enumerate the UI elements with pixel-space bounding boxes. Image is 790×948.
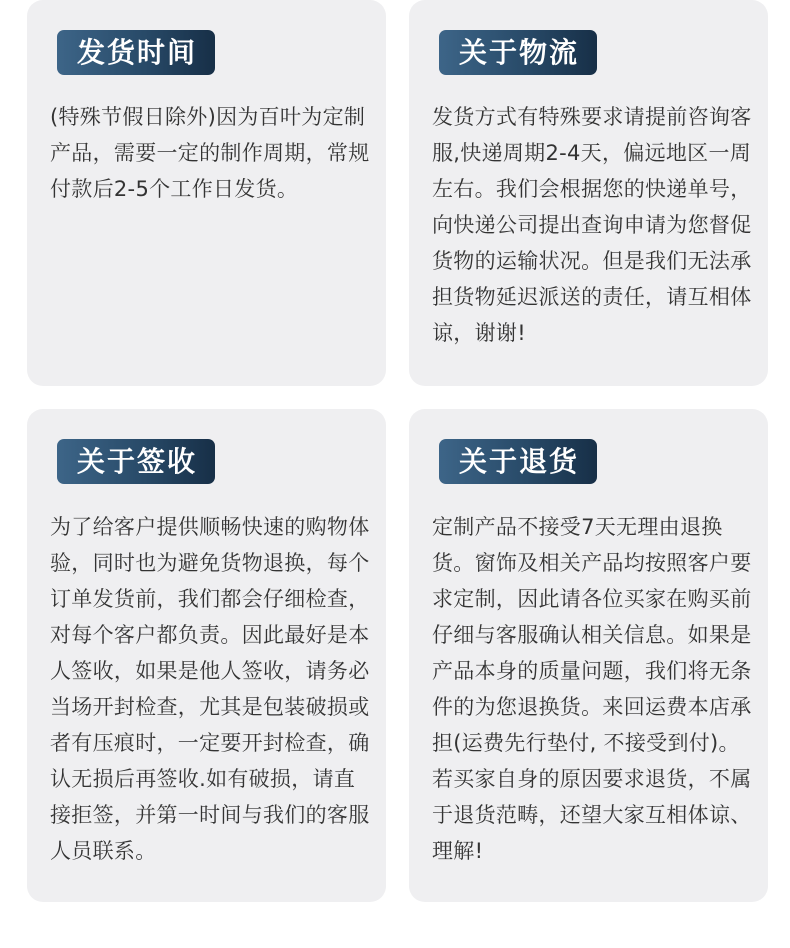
receipt-card: [27, 409, 386, 902]
card-title: 关于退货: [439, 439, 597, 484]
returns-card: [409, 409, 768, 902]
card-title: 关于物流: [439, 30, 597, 75]
card-title: 发货时间: [57, 30, 215, 75]
logistics-card: [409, 0, 768, 386]
card-text: (特殊节假日除外)因为百叶为定制产品，需要一定的制作周期，常规付款后2-5个工作日发货。: [50, 105, 370, 201]
card-text: 发货方式有特殊要求请提前咨询客服,快递周期2-4天，偏远地区一周左右。我们会根据您的快递单号，向快递公司提出查询申请为您督促货物的运输状况。但是我们无法承担货物延迟派送的责任，请互相体谅，谢谢!: [432, 105, 752, 345]
card-text: 定制产品不接受7天无理由退换货。窗饰及相关产品均按照客户要求定制，因此请各位买家在购买前仔细与客服确认相关信息。如果是产品本身的质量问题，我们将无条件的为您退换货。来回运费本店承担(运费先行垫付, 不接受到付)。若买家自身的原因要求退货，不属于退货范畴，还望大家互相体谅、理解!: [432, 515, 752, 863]
card-text: 为了给客户提供顺畅快速的购物体验，同时也为避免货物退换，每个订单发货前，我们都会仔细检查，对每个客户都负责。因此最好是本人签收，如果是他人签收，请务必当场开封检查，尤其是包装破损或者有压痕时，一定要开封检查，确认无损后再签收.如有破损，请直接拒签，并第一时间与我们的客服人员联系。: [50, 515, 370, 863]
card-title: 关于签收: [57, 439, 215, 484]
shipping-time-card: [27, 0, 386, 386]
